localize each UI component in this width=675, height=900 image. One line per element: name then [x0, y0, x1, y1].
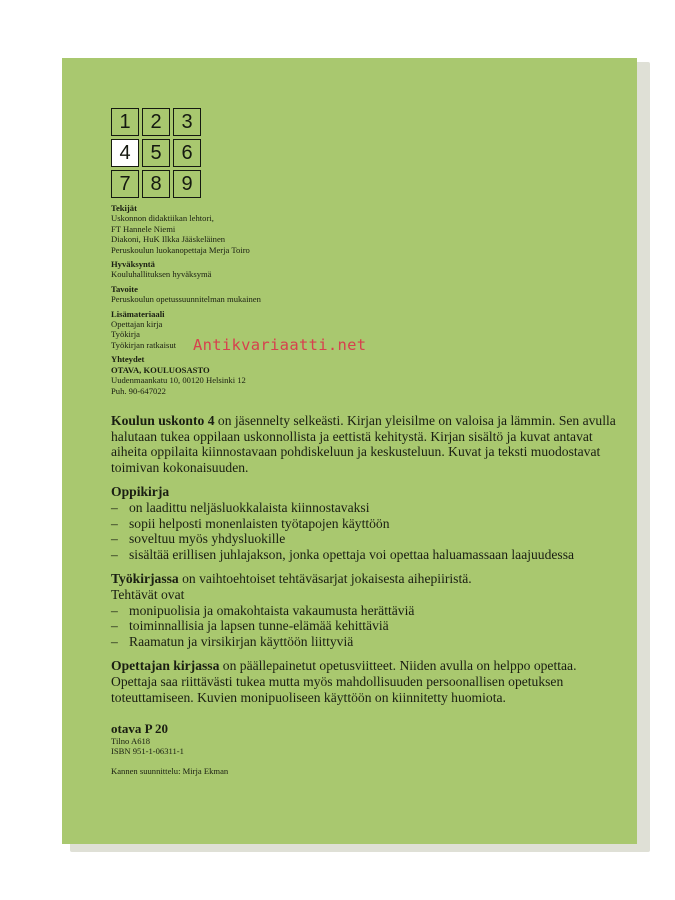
opettaja-bold: Opettajan kirjassa	[111, 658, 220, 674]
watermark: Antikvariaatti.net	[193, 336, 367, 354]
tyokirja-paragraph	[111, 571, 616, 587]
intro-paragraph	[111, 413, 616, 475]
meta-label: Tekijät	[111, 203, 137, 213]
oppikirja-list	[111, 500, 616, 562]
list-item: – on laadittu neljäsluokkalaista kiinnostavaksi	[111, 500, 616, 516]
cover-credit: Kannen suunnittelu: Mirja Ekman	[111, 765, 229, 776]
book-back-cover	[62, 58, 637, 844]
list-item: – Raamatun ja virsikirjan käyttöön liittyviä	[111, 634, 616, 650]
list-item: – soveltuu myös yhdysluokille	[111, 531, 616, 547]
intro-text: on jäsennelty selkeästi. Kirjan yleisilme on valoisa ja lämmin. Sen avulla halutaan tukea oppilaan uskonnollista ja eettistä kehitystä. Kirjan sisältö ja kuvat antavat aiheita oppilaita kiinnostavaan pohdiskeluun ja keskusteluun. Kuvat ja teksti muodostavat toimivan kokonaisuuden.	[111, 413, 616, 475]
tyokirja-sub: Tehtävät ovat	[111, 586, 185, 602]
meta-line: Työkirjan ratkaisut	[111, 339, 177, 350]
grade-cell-3: 3	[173, 108, 201, 136]
grade-cell-2: 2	[142, 108, 170, 136]
meta-line: Peruskoulun opetussuunnitelman mukainen	[111, 294, 261, 305]
meta-label: Lisämateriaali	[111, 308, 165, 319]
meta-label: Yhteydet	[111, 354, 145, 365]
grade-cell-5: 5	[142, 139, 170, 167]
meta-label: Tavoite	[111, 283, 138, 294]
meta-line: FT Hannele Niemi	[111, 223, 176, 234]
grade-cell-9: 9	[173, 170, 201, 198]
grade-cell-8: 8	[142, 170, 170, 198]
meta-line: Puh. 90-647022	[111, 385, 166, 396]
list-item: – sopii helposti monenlaisten työtapojen käyttöön	[111, 516, 616, 532]
grade-grid	[111, 108, 201, 198]
publisher-brand: otava P 20	[111, 721, 169, 736]
meta-label: Hyväksyntä	[111, 259, 155, 270]
tyokirja-bold: Työkirjassa	[111, 571, 179, 587]
meta-line: Kouluhallituksen hyväksymä	[111, 269, 212, 280]
meta-line: Uudenmaankatu 10, 00120 Helsinki 12	[111, 375, 246, 386]
grade-cell-1: 1	[111, 108, 139, 136]
meta-line: OTAVA, KOULUOSASTO	[111, 364, 210, 375]
meta-line: Uskonnon didaktiikan lehtori,	[111, 213, 214, 224]
list-item: – monipuolisia ja omakohtaista vakaumusta herättäviä	[111, 603, 616, 619]
meta-authors	[111, 203, 261, 255]
meta-contact	[111, 354, 261, 396]
opettaja-paragraph	[111, 658, 616, 705]
meta-approval	[111, 259, 261, 280]
grade-cell-7: 7	[111, 170, 139, 198]
opettaja-text: on päällepainetut opetusviitteet. Niiden avulla on helppo opettaa. Opettaja saa riittävästi tukea mutta myös mahdollisuuden persoonallisen opetuksen toteuttamiseen. Kuvien monipuoliseen käyttöön on kiinnitetty huomiota.	[111, 658, 577, 705]
meta-line: Peruskoulun luokanopettaja Merja Toiro	[111, 244, 250, 255]
tilno: Tilno A618	[111, 736, 151, 746]
list-item: – sisältää erillisen juhlajakson, jonka opettaja voi opettaa haluamassaan laajuudessa	[111, 547, 616, 563]
publisher-footer	[111, 721, 228, 776]
oppikirja-heading: Oppikirja	[111, 484, 170, 500]
metadata-block	[111, 203, 261, 400]
book-title: Koulun uskonto 4	[111, 413, 215, 428]
isbn: ISBN 951-1-06311-1	[111, 746, 184, 757]
meta-line: Diakoni, HuK Ilkka Jääskeläinen	[111, 234, 226, 245]
meta-goal	[111, 284, 261, 305]
description	[111, 413, 616, 714]
grade-cell-4-highlighted: 4	[111, 139, 139, 167]
tyokirja-text: on vaihtoehtoiset tehtäväsarjat jokaisesta aihepiiristä.	[178, 571, 472, 587]
grade-cell-6: 6	[173, 139, 201, 167]
meta-line: Työkirja	[111, 329, 140, 340]
tyokirja-list	[111, 603, 616, 650]
meta-line: Opettajan kirja	[111, 319, 163, 330]
list-item: – toiminnallisia ja lapsen tunne-elämää kehittäviä	[111, 618, 616, 634]
